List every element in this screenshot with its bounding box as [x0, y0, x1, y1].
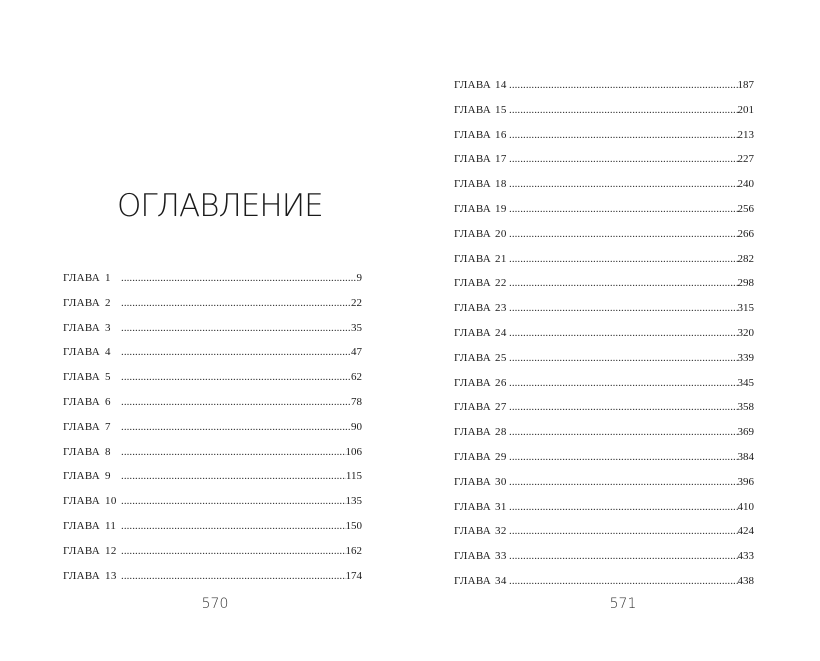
dot-leader: [509, 222, 737, 247]
dot-leader: [509, 445, 737, 470]
chapter-word: ГЛАВА: [63, 346, 101, 359]
chapter-page-number: 298: [737, 277, 754, 290]
chapter-word: ГЛАВА: [454, 401, 492, 414]
dot-leader: [121, 489, 345, 514]
chapter-word: ГЛАВА: [454, 326, 492, 339]
chapter-page-number: 162: [345, 544, 362, 557]
chapter-number: 6: [105, 395, 111, 408]
dot-leader: [509, 197, 737, 222]
dot-leader: [509, 123, 737, 148]
chapter-page-number: 396: [737, 475, 754, 488]
chapter-label: [454, 271, 509, 296]
chapter-label: [454, 197, 509, 222]
toc-entry: [63, 415, 362, 440]
dot-leader: [509, 296, 737, 321]
chapter-word: ГЛАВА: [454, 252, 492, 265]
chapter-label: [63, 390, 121, 415]
chapter-number: 2: [105, 296, 111, 309]
chapter-number: 18: [495, 178, 507, 191]
chapter-number: 21: [495, 252, 507, 265]
chapter-page-number: 240: [737, 178, 754, 191]
toc-entry: [63, 266, 362, 291]
chapter-number: 31: [495, 500, 507, 513]
dot-leader: [121, 415, 351, 440]
chapter-label: [63, 464, 121, 489]
chapter-word: ГЛАВА: [454, 574, 492, 587]
page-number: 570: [201, 596, 229, 612]
chapter-label: [454, 147, 509, 172]
dot-leader: [509, 73, 737, 98]
chapter-page-number: 90: [351, 420, 362, 433]
chapter-label: [63, 415, 121, 440]
chapter-number: 9: [105, 470, 111, 483]
chapter-page-number: 187: [737, 79, 754, 91]
chapter-label: [454, 569, 509, 594]
chapter-word: ГЛАВА: [454, 202, 492, 215]
chapter-label: [454, 247, 509, 272]
toc-entry: [454, 73, 754, 98]
chapter-number: 28: [495, 426, 507, 439]
chapter-page-number: 384: [737, 450, 754, 463]
chapter-word: ГЛАВА: [454, 103, 492, 116]
chapter-label: [454, 321, 509, 346]
chapter-page-number: 266: [737, 227, 754, 240]
chapter-page-number: 201: [737, 103, 754, 116]
chapter-number: 12: [105, 544, 117, 557]
chapter-page-number: 106: [345, 445, 362, 458]
chapter-word: ГЛАВА: [454, 178, 492, 191]
toc-entry: [63, 539, 362, 564]
chapter-number: 24: [495, 326, 507, 339]
chapter-label: [63, 291, 121, 316]
chapter-number: 8: [105, 445, 111, 458]
toc-list-right: [454, 73, 754, 594]
chapter-word: ГЛАВА: [454, 550, 492, 563]
chapter-number: 20: [495, 227, 507, 240]
toc-entry: [454, 495, 754, 520]
toc-entry: [63, 564, 362, 589]
dot-leader: [509, 395, 737, 420]
toc-entry: [454, 222, 754, 247]
chapter-page-number: 22: [351, 296, 362, 309]
toc-entry: [63, 489, 362, 514]
dot-leader: [509, 371, 737, 396]
toc-entry: [454, 346, 754, 371]
chapter-word: ГЛАВА: [454, 475, 492, 488]
dot-leader: [509, 98, 737, 123]
chapter-word: ГЛАВА: [63, 371, 101, 384]
chapter-word: ГЛАВА: [454, 277, 492, 290]
chapter-number: 19: [495, 202, 507, 215]
chapter-label: [454, 296, 509, 321]
chapter-label: [454, 445, 509, 470]
chapter-number: 30: [495, 475, 507, 488]
chapter-word: ГЛАВА: [454, 500, 492, 513]
chapter-word: ГЛАВА: [454, 79, 492, 91]
toc-entry: [63, 291, 362, 316]
chapter-number: 5: [105, 371, 111, 384]
right-page: [410, 0, 820, 661]
dot-leader: [121, 514, 345, 539]
chapter-number: 3: [105, 321, 111, 334]
chapter-number: 22: [495, 277, 507, 290]
chapter-number: 23: [495, 302, 507, 315]
chapter-word: ГЛАВА: [454, 376, 492, 389]
chapter-number: 25: [495, 351, 507, 364]
toc-entry: [63, 390, 362, 415]
chapter-word: ГЛАВА: [63, 395, 101, 408]
chapter-number: 16: [495, 128, 507, 141]
toc-entry: [454, 445, 754, 470]
chapter-number: 33: [495, 550, 507, 563]
toc-entry: [454, 296, 754, 321]
toc-entry: [454, 371, 754, 396]
chapter-number: 11: [105, 519, 117, 532]
chapter-label: [454, 544, 509, 569]
chapter-word: ГЛАВА: [63, 569, 101, 582]
chapter-label: [63, 564, 121, 589]
chapter-label: [63, 365, 121, 390]
dot-leader: [509, 247, 737, 272]
toc-entry: [454, 569, 754, 594]
dot-leader: [121, 266, 356, 291]
dot-leader: [121, 390, 351, 415]
chapter-page-number: 410: [737, 500, 754, 513]
toc-entry: [63, 514, 362, 539]
toc-entry: [454, 247, 754, 272]
chapter-word: ГЛАВА: [63, 445, 101, 458]
toc-entry: [454, 519, 754, 544]
toc-entry: [454, 420, 754, 445]
chapter-page-number: 438: [737, 574, 754, 587]
toc-entry: [454, 395, 754, 420]
chapter-number: 17: [495, 153, 507, 166]
chapter-page-number: 213: [737, 128, 754, 141]
chapter-label: [63, 440, 121, 465]
chapter-page-number: 358: [737, 401, 754, 414]
dot-leader: [121, 564, 345, 589]
chapter-word: ГЛАВА: [63, 296, 101, 309]
chapter-page-number: 369: [737, 426, 754, 439]
chapter-label: [63, 316, 121, 341]
chapter-label: [454, 395, 509, 420]
chapter-number: 4: [105, 346, 111, 359]
chapter-word: ГЛАВА: [63, 544, 101, 557]
chapter-word: ГЛАВА: [63, 470, 101, 483]
chapter-label: [454, 346, 509, 371]
chapter-label: [63, 539, 121, 564]
dot-leader: [509, 346, 737, 371]
chapter-number: 7: [105, 420, 111, 433]
chapter-label: [63, 514, 121, 539]
dot-leader: [121, 291, 351, 316]
chapter-page-number: 256: [737, 202, 754, 215]
chapter-word: ГЛАВА: [454, 153, 492, 166]
dot-leader: [121, 365, 351, 390]
chapter-page-number: 282: [737, 252, 754, 265]
chapter-label: [454, 98, 509, 123]
page-number: 571: [609, 596, 637, 612]
chapter-number: 32: [495, 525, 507, 538]
chapter-number: 29: [495, 450, 507, 463]
chapter-label: [454, 222, 509, 247]
dot-leader: [121, 464, 346, 489]
chapter-label: [63, 340, 121, 365]
chapter-page-number: 315: [737, 302, 754, 315]
chapter-word: ГЛАВА: [63, 420, 101, 433]
chapter-label: [63, 266, 121, 291]
chapter-label: [454, 123, 509, 148]
chapter-label: [63, 489, 121, 514]
chapter-word: ГЛАВА: [63, 495, 101, 508]
dot-leader: [509, 470, 737, 495]
toc-title: ОГЛАВЛЕНИЕ: [117, 188, 323, 224]
chapter-page-number: 9: [356, 272, 362, 284]
chapter-label: [454, 470, 509, 495]
chapter-page-number: 35: [351, 321, 362, 334]
chapter-page-number: 345: [737, 376, 754, 389]
toc-entry: [454, 321, 754, 346]
chapter-label: [454, 172, 509, 197]
toc-entry: [63, 440, 362, 465]
chapter-number: 34: [495, 574, 507, 587]
chapter-page-number: 433: [737, 550, 754, 563]
toc-list-left: [63, 266, 362, 588]
toc-entry: [63, 365, 362, 390]
chapter-label: [454, 495, 509, 520]
chapter-page-number: 135: [345, 495, 362, 508]
toc-entry: [454, 271, 754, 296]
toc-entry: [454, 147, 754, 172]
chapter-word: ГЛАВА: [454, 128, 492, 141]
dot-leader: [121, 539, 345, 564]
dot-leader: [121, 340, 351, 365]
chapter-word: ГЛАВА: [454, 525, 492, 538]
toc-entry: [454, 123, 754, 148]
dot-leader: [509, 495, 737, 520]
dot-leader: [509, 544, 737, 569]
chapter-page-number: 62: [351, 371, 362, 384]
toc-entry: [454, 197, 754, 222]
chapter-label: [454, 371, 509, 396]
toc-entry: [63, 340, 362, 365]
chapter-word: ГЛАВА: [454, 302, 492, 315]
chapter-page-number: 78: [351, 395, 362, 408]
dot-leader: [509, 172, 737, 197]
dot-leader: [121, 440, 345, 465]
dot-leader: [509, 271, 737, 296]
toc-entry: [454, 544, 754, 569]
chapter-number: 14: [495, 79, 507, 91]
dot-leader: [509, 519, 737, 544]
chapter-page-number: 320: [737, 326, 754, 339]
toc-entry: [63, 464, 362, 489]
chapter-page-number: 227: [737, 153, 754, 166]
chapter-page-number: 150: [345, 519, 362, 532]
chapter-page-number: 339: [737, 351, 754, 364]
toc-entry: [454, 172, 754, 197]
toc-entry: [454, 470, 754, 495]
toc-entry: [63, 316, 362, 341]
chapter-page-number: 115: [345, 470, 362, 483]
chapter-word: ГЛАВА: [454, 227, 492, 240]
chapter-number: 27: [495, 401, 507, 414]
chapter-word: ГЛАВА: [454, 426, 492, 439]
chapter-number: 1: [105, 272, 111, 284]
chapter-word: ГЛАВА: [63, 272, 101, 284]
chapter-word: ГЛАВА: [63, 321, 101, 334]
dot-leader: [509, 569, 737, 594]
dot-leader: [121, 316, 351, 341]
chapter-number: 13: [105, 569, 117, 582]
chapter-page-number: 47: [351, 346, 362, 359]
chapter-word: ГЛАВА: [454, 351, 492, 364]
dot-leader: [509, 420, 737, 445]
chapter-label: [454, 519, 509, 544]
chapter-word: ГЛАВА: [454, 450, 492, 463]
dot-leader: [509, 147, 737, 172]
chapter-page-number: 424: [737, 525, 754, 538]
chapter-number: 15: [495, 103, 507, 116]
chapter-word: ГЛАВА: [63, 519, 101, 532]
dot-leader: [509, 321, 737, 346]
chapter-number: 10: [105, 495, 117, 508]
chapter-label: [454, 420, 509, 445]
chapter-label: [454, 73, 509, 98]
toc-entry: [454, 98, 754, 123]
chapter-number: 26: [495, 376, 507, 389]
chapter-page-number: 174: [345, 569, 362, 582]
